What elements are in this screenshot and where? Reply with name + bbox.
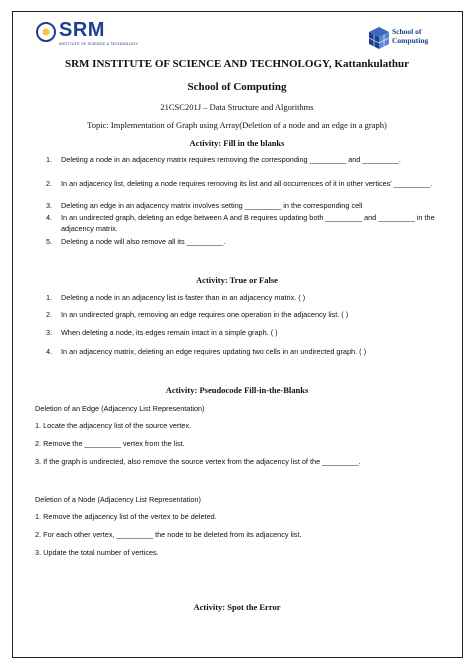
list-item: 1. Deleting a node in an adjacency matrix requires removing the corresponding _________ and _________. xyxy=(46,155,401,164)
soc-logo-line1: School of xyxy=(392,27,422,36)
topic-title: Topic: Implementation of Graph using Array(Deletion of a node and an edge in a graph) xyxy=(87,120,387,130)
institute-name: SRM INSTITUTE OF SCIENCE AND TECHNOLOGY, Kattankulathur xyxy=(64,58,410,70)
soc-logo-line2: Computing xyxy=(392,36,429,45)
node-step: 1. Remove the adjacency list of the vertex to be deleted. xyxy=(35,512,217,521)
spot-error-heading: Activity: Spot the Error xyxy=(193,602,281,612)
list-item: 2. In an adjacency list, deleting a node requires removing its list and all occurrences of it in other vertices' _________. xyxy=(46,179,433,188)
list-item: 3. When deleting a node, its edges remain intact in a simple graph. ( ) xyxy=(46,328,278,337)
school-of-computing-logo-text xyxy=(392,27,428,45)
true-false-heading: Activity: True or False xyxy=(196,275,278,285)
node-step: 2. For each other vertex, _________ the node to be deleted from its adjacency list. xyxy=(35,530,302,539)
list-item: 5. Deleting a node will also remove all its _________. xyxy=(46,237,226,246)
node-step: 3. Update the total number of vertices. xyxy=(35,548,159,557)
list-item: 3. Deleting an edge in an adjacency matrix involves setting _________ in the corresponding cell xyxy=(46,201,363,210)
list-item: 4. In an adjacency matrix, deleting an edge requires updating two cells in an undirected graph. ( ) xyxy=(46,347,367,356)
school-name: School of Computing xyxy=(187,81,287,93)
list-item: 1. Deleting a node in an adjacency list is faster than in an adjacency matrix. ( ) xyxy=(46,293,306,302)
edge-step: 3. If the graph is undirected, also remove the source vertex from the adjacency list of the _________. xyxy=(35,457,361,466)
srm-logo xyxy=(36,19,139,50)
pseudocode-heading: Activity: Pseudocode Fill-in-the-Blanks xyxy=(165,385,309,395)
node-deletion-title: Deletion of a Node (Adjacency List Representation) xyxy=(35,495,201,504)
edge-step: 1. Locate the adjacency list of the source vertex. xyxy=(35,421,192,430)
cube-icon xyxy=(368,26,390,50)
school-of-computing-logo xyxy=(368,24,438,54)
course-title: 21CSC201J – Data Structure and Algorithms xyxy=(160,102,314,112)
edge-deletion-title: Deletion of an Edge (Adjacency List Representation) xyxy=(35,404,205,413)
fill-blanks-heading: Activity: Fill in the blanks xyxy=(189,138,285,148)
srm-logo-subtext: INSTITUTE OF SCIENCE & TECHNOLOGY xyxy=(59,41,139,46)
list-item: 2. In an undirected graph, removing an edge requires one operation in the adjacency list. ( ) xyxy=(46,310,349,319)
list-item: 4. In an undirected graph, deleting an edge between A and B requires updating both _________ and _________ in the adjacency matrix. xyxy=(46,213,435,233)
srm-logo-text: SRM xyxy=(59,19,105,41)
srm-seal-icon xyxy=(36,22,56,42)
edge-step: 2. Remove the _________ vertex from the list. xyxy=(35,439,185,448)
